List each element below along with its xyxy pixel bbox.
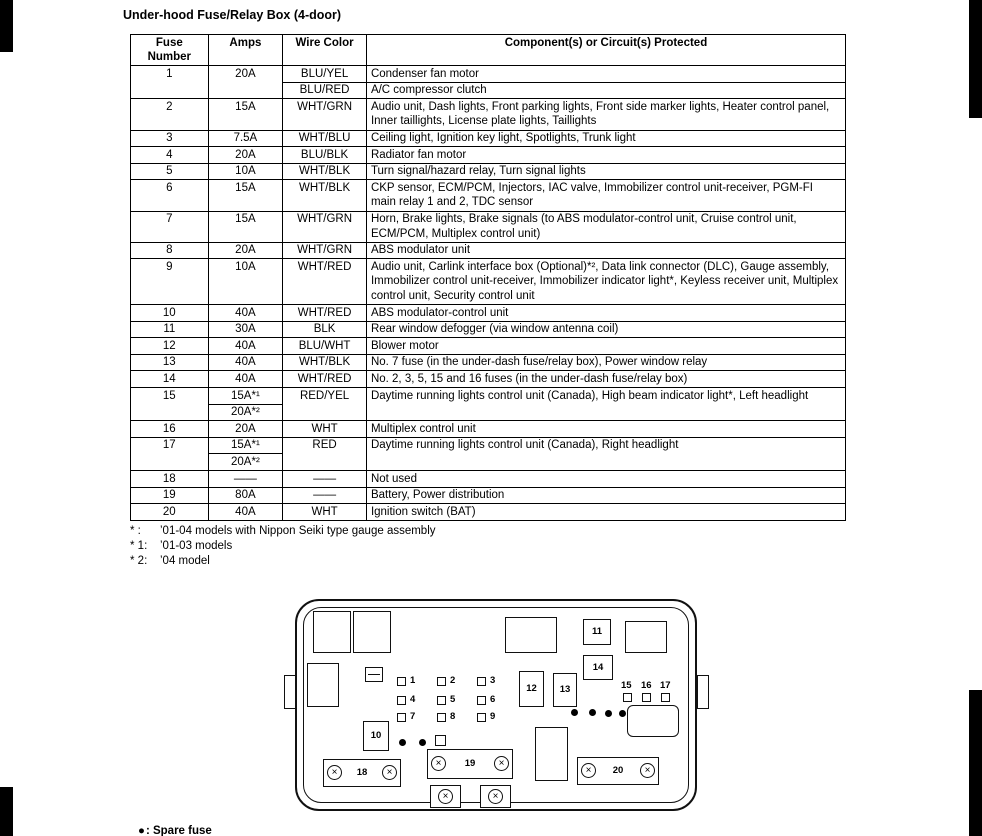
- fuse-slot-20: [577, 757, 659, 785]
- wire-cell: RED/YEL: [283, 388, 367, 421]
- fuse-number-cell: 9: [131, 259, 209, 305]
- spare-fuse-dot: [399, 739, 406, 746]
- wire-cell: BLU/YEL: [283, 66, 367, 83]
- fuse-number-cell: 15: [131, 388, 209, 421]
- amps-cell: 20A*²: [208, 404, 283, 421]
- component-cell: No. 7 fuse (in the under-dash fuse/relay box), Power window relay: [366, 354, 845, 371]
- fuse-number-cell: 16: [131, 421, 209, 438]
- amps-cell: 15A: [208, 180, 283, 211]
- fuse-table-body: [131, 66, 846, 521]
- component-cell: ABS modulator unit: [366, 242, 845, 259]
- fuse-slot-9-box: [477, 713, 486, 722]
- wire-cell: WHT: [283, 421, 367, 438]
- table-row: [131, 180, 846, 211]
- fuse-slot-7-box: [397, 713, 406, 722]
- wire-cell: WHT/BLU: [283, 130, 367, 147]
- clip-line: [368, 674, 380, 675]
- fuse-slot-6-label: 6: [490, 693, 496, 705]
- fuse-number-cell: 7: [131, 211, 209, 242]
- fuse-slot-8-label: 8: [450, 710, 456, 722]
- table-row: [131, 471, 846, 488]
- footnote-marker: * 1:: [130, 539, 148, 552]
- spare-fuse-dot: [419, 739, 426, 746]
- wire-cell: WHT/BLK: [283, 163, 367, 180]
- table-row: [131, 388, 846, 405]
- table-row: [131, 305, 846, 322]
- amps-cell: 15A: [208, 211, 283, 242]
- fuse-slot-3-box: [477, 677, 486, 686]
- component-cell: CKP sensor, ECM/PCM, Injectors, IAC valve, Immobilizer control unit-receiver, PGM-FI main relay 1 and 2, TDC sensor: [366, 180, 845, 211]
- fuse-slot-10: 10: [363, 721, 389, 751]
- component-cell: A/C compressor clutch: [366, 82, 845, 99]
- fuse-slot-5-box: [437, 696, 446, 705]
- mount-tab-right: [697, 675, 709, 709]
- column-header-components: Component(s) or Circuit(s) Protected: [366, 35, 845, 66]
- component-cell: Daytime running lights control unit (Canada), Right headlight: [366, 437, 845, 470]
- fuse-slot-9-label: 9: [490, 710, 496, 722]
- wire-cell: WHT/GRN: [283, 242, 367, 259]
- fuse-slot-14: 14: [583, 655, 613, 680]
- fuse-slot-6-box: [477, 696, 486, 705]
- wire-cell: WHT/RED: [283, 305, 367, 322]
- fusebox-diagram: [283, 593, 719, 819]
- component-cell: ABS modulator-control unit: [366, 305, 845, 322]
- component-cell: Not used: [366, 471, 845, 488]
- table-row: [131, 242, 846, 259]
- wire-cell: RED: [283, 437, 367, 470]
- table-row: [131, 211, 846, 242]
- spare-fuse-dot: [589, 709, 596, 716]
- wire-cell: WHT/BLK: [283, 180, 367, 211]
- fuse-number-cell: 6: [131, 180, 209, 211]
- component-cell: Daytime running lights control unit (Canada), High beam indicator light*, Left headlight: [366, 388, 845, 421]
- table-row: [131, 259, 846, 305]
- fuse-number-cell: 17: [131, 437, 209, 470]
- table-row: [131, 163, 846, 180]
- component-cell: Multiplex control unit: [366, 421, 845, 438]
- fuse-number-cell: 1: [131, 66, 209, 99]
- amps-cell: 20A: [208, 66, 283, 99]
- relay-box: [627, 705, 679, 737]
- fuse-number-cell: 20: [131, 504, 209, 521]
- bolt-icon: ×: [494, 756, 509, 771]
- component-cell: Ceiling light, Ignition key light, Spotlights, Trunk light: [366, 130, 845, 147]
- fuse-slot-3-label: 3: [490, 674, 496, 686]
- spare-fuse-box: [435, 735, 446, 746]
- wire-cell: WHT/GRN: [283, 211, 367, 242]
- footnote-text: ’01-03 models: [160, 539, 233, 552]
- footnotes: [130, 524, 982, 569]
- fuse-slot-2-label: 2: [450, 674, 456, 686]
- spare-fuse-icon: ●: [138, 824, 145, 836]
- bolt-icon: ×: [327, 765, 342, 780]
- fuse-slot-16-label: 16: [641, 679, 652, 691]
- amps-cell: 40A: [208, 305, 283, 322]
- fuse-table: [130, 34, 846, 521]
- amps-cell: 30A: [208, 321, 283, 338]
- fuse-slot-18: [323, 759, 401, 787]
- wire-cell: BLK: [283, 321, 367, 338]
- fuse-slot-4-label: 4: [410, 693, 416, 705]
- fuse-number-cell: 8: [131, 242, 209, 259]
- footnote: [130, 524, 982, 539]
- wire-cell: WHT/RED: [283, 259, 367, 305]
- wire-cell: ——: [283, 487, 367, 504]
- fuse-slot-17-box: [661, 693, 670, 702]
- amps-cell: 15A*¹: [208, 388, 283, 405]
- amps-cell: 80A: [208, 487, 283, 504]
- table-row: [131, 487, 846, 504]
- fuse-number-cell: 3: [131, 130, 209, 147]
- fuse-slot-8-box: [437, 713, 446, 722]
- bolt-icon: ×: [382, 765, 397, 780]
- amps-cell: 40A: [208, 504, 283, 521]
- amps-cell: ——: [208, 471, 283, 488]
- component-cell: Rear window defogger (via window antenna coil): [366, 321, 845, 338]
- fuse-number-cell: 2: [131, 99, 209, 130]
- component-cell: Audio unit, Carlink interface box (Optional)*², Data link connector (DLC), Gauge assembly, Immobilizer control unit-receiver, Immobilizer indicator light*, Keyless receiver unit, Multiplex control unit, Security control unit: [366, 259, 845, 305]
- fuse-slot-17-label: 17: [660, 679, 671, 691]
- table-row: [131, 321, 846, 338]
- footnote-text: ’01-04 models with Nippon Seiki type gauge assembly: [160, 524, 436, 537]
- amps-cell: 10A: [208, 259, 283, 305]
- fuse-puller-clip: [365, 667, 383, 682]
- footnote-text: ’04 model: [160, 554, 210, 567]
- footnote-marker: * :: [130, 524, 141, 537]
- column-header-wire-color: Wire Color: [283, 35, 367, 66]
- relay-box: [313, 611, 351, 653]
- bolt-terminal: [430, 785, 461, 808]
- scan-artifact: [0, 787, 13, 836]
- wire-cell: WHT/BLK: [283, 354, 367, 371]
- table-row: [131, 371, 846, 388]
- amps-cell: 20A*²: [208, 454, 283, 471]
- amps-cell: 20A: [208, 421, 283, 438]
- table-row: [131, 147, 846, 164]
- header-row: [131, 35, 846, 66]
- table-row: [131, 354, 846, 371]
- fuse-slot-13: 13: [553, 673, 577, 707]
- component-cell: Ignition switch (BAT): [366, 504, 845, 521]
- fuse-number-cell: 12: [131, 338, 209, 355]
- fuse-slot-4-box: [397, 696, 406, 705]
- bolt-terminal: [480, 785, 511, 808]
- bolt-icon: ×: [431, 756, 446, 771]
- relay-box: [535, 727, 568, 781]
- table-row: [131, 99, 846, 130]
- amps-cell: 40A: [208, 338, 283, 355]
- amps-cell: 10A: [208, 163, 283, 180]
- fuse-slot-15-box: [623, 693, 632, 702]
- fuse-slot-1-label: 1: [410, 674, 416, 686]
- component-cell: Audio unit, Dash lights, Front parking lights, Front side marker lights, Heater control panel, Inner taillights, License plate lights, Taillights: [366, 99, 845, 130]
- scan-artifact: [0, 0, 13, 52]
- component-cell: No. 2, 3, 5, 15 and 16 fuses (in the under-dash fuse/relay box): [366, 371, 845, 388]
- component-cell: Radiator fan motor: [366, 147, 845, 164]
- fuse-number-cell: 4: [131, 147, 209, 164]
- spare-fuse-legend: [138, 825, 982, 836]
- component-cell: Horn, Brake lights, Brake signals (to ABS modulator-control unit, Cruise control unit, ECM/PCM, Multiplex control unit): [366, 211, 845, 242]
- table-row: [131, 504, 846, 521]
- table-row: [131, 66, 846, 83]
- fuse-number-cell: 19: [131, 487, 209, 504]
- component-cell: Turn signal/hazard relay, Turn signal lights: [366, 163, 845, 180]
- wire-cell: ——: [283, 471, 367, 488]
- table-row: [131, 338, 846, 355]
- bolt-icon: ×: [488, 789, 503, 804]
- fuse-number-cell: 14: [131, 371, 209, 388]
- bolt-icon: ×: [581, 763, 596, 778]
- fuse-number-cell: 5: [131, 163, 209, 180]
- component-cell: Blower motor: [366, 338, 845, 355]
- relay-box: [353, 611, 391, 653]
- fuse-slot-19-label: 19: [464, 758, 476, 770]
- relay-box: [307, 663, 339, 707]
- fuse-slot-19: [427, 749, 513, 779]
- component-cell: Condenser fan motor: [366, 66, 845, 83]
- scan-artifact: [969, 0, 982, 118]
- spare-fuse-dot: [619, 710, 626, 717]
- fuse-slot-2-box: [437, 677, 446, 686]
- amps-cell: 40A: [208, 354, 283, 371]
- footnote-marker: * 2:: [130, 554, 148, 567]
- column-header-fuse-number: Fuse Number: [131, 35, 209, 66]
- fuse-number-cell: 18: [131, 471, 209, 488]
- amps-cell: 15A: [208, 99, 283, 130]
- wire-cell: BLU/RED: [283, 82, 367, 99]
- wire-cell: WHT/RED: [283, 371, 367, 388]
- scan-artifact: [969, 690, 982, 836]
- fuse-slot-20-label: 20: [612, 765, 624, 777]
- amps-cell: 20A: [208, 242, 283, 259]
- fuse-slot-15-label: 15: [621, 679, 632, 691]
- relay-box: [505, 617, 557, 653]
- column-header-amps: Amps: [208, 35, 283, 66]
- fuse-number-cell: 13: [131, 354, 209, 371]
- table-row: [131, 421, 846, 438]
- spare-fuse-dot: [571, 709, 578, 716]
- amps-cell: 15A*¹: [208, 437, 283, 454]
- fuse-number-cell: 10: [131, 305, 209, 322]
- fuse-slot-1-box: [397, 677, 406, 686]
- component-cell: Battery, Power distribution: [366, 487, 845, 504]
- wire-cell: WHT: [283, 504, 367, 521]
- fuse-slot-16-box: [642, 693, 651, 702]
- fuse-number-cell: 11: [131, 321, 209, 338]
- fuse-slot-11: 11: [583, 619, 611, 645]
- relay-box: [625, 621, 667, 653]
- legend-text: : Spare fuse: [145, 824, 212, 836]
- amps-cell: 40A: [208, 371, 283, 388]
- fuse-slot-18-label: 18: [356, 767, 368, 779]
- bolt-icon: ×: [438, 789, 453, 804]
- wire-cell: BLU/BLK: [283, 147, 367, 164]
- table-row: [131, 437, 846, 454]
- mount-tab-left: [284, 675, 296, 709]
- page-title: Under-hood Fuse/Relay Box (4-door): [123, 8, 342, 22]
- amps-cell: 7.5A: [208, 130, 283, 147]
- bolt-icon: ×: [640, 763, 655, 778]
- table-row: [131, 130, 846, 147]
- amps-cell: 20A: [208, 147, 283, 164]
- fuse-slot-12: 12: [519, 671, 544, 707]
- footnote: [130, 539, 982, 554]
- wire-cell: BLU/WHT: [283, 338, 367, 355]
- footnote: [130, 554, 982, 569]
- spare-fuse-dot: [605, 710, 612, 717]
- wire-cell: WHT/GRN: [283, 99, 367, 130]
- fuse-slot-5-label: 5: [450, 693, 456, 705]
- fuse-slot-7-label: 7: [410, 710, 416, 722]
